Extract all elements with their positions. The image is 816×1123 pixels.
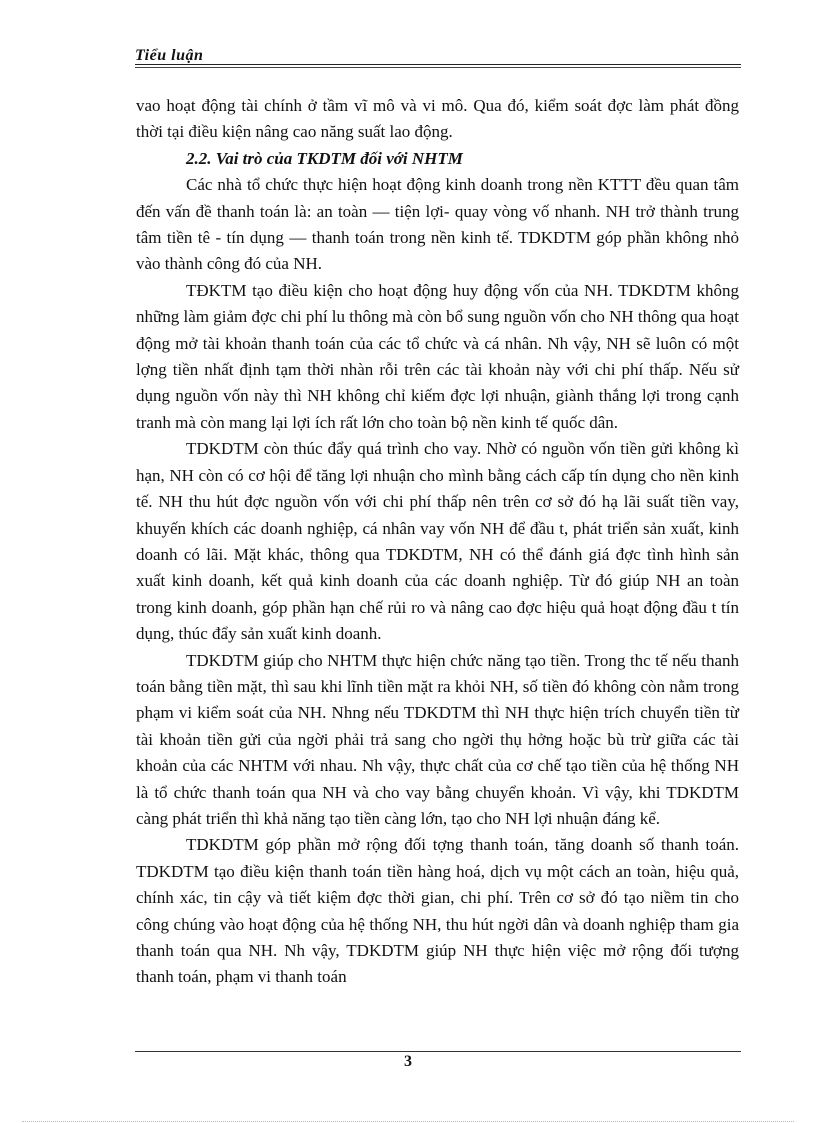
header-rule-thin	[135, 67, 741, 68]
paragraph-continuation: vao hoạt động tài chính ở tầm vĩ mô và vi mô. Qua đó, kiểm soát đợc làm phát đồng thời tại điều kiện nâng cao năng suất lao động.	[136, 96, 739, 142]
body-text	[136, 93, 739, 991]
header-rule	[135, 64, 741, 65]
paragraph: TDKDTM giúp cho NHTM thực hiện chức năng tạo tiền. Trong thc tế nếu thanh toán bằng tiền mặt, thì sau khi lĩnh tiền mặt ra khỏi NH, số tiền đó không còn nằm trong phạm vi kiểm soát của NH. Nhng nếu TDKDTM thì NH thực hiện trích chuyển tiền từ tài khoản tiền gửi của ngời phải trả sang cho ngời thụ hởng hoặc bù trừ giữa các tài khoản của các NHTM với nhau. Nh vậy, thực chất của cơ chế tạo tiền của hệ thống NH là tổ chức thanh toán qua NH và cho vay bằng chuyển khoản. Vì vậy, khi TDKDTM càng phát triển thì khả năng tạo tiền càng lớn, tạo cho NH lợi nhuận đáng kể.	[136, 650, 739, 828]
section-heading: 2.2. Vai trò của TKDTM đối với NHTM	[186, 148, 463, 168]
page-number: 3	[404, 1053, 412, 1070]
paragraph: TDKDTM còn thúc đẩy quá trình cho vay. Nhờ có nguồn vốn tiền gửi không kì hạn, NH còn có cơ hội để tăng lợi nhuận cho mình bằng cách cấp tín dụng cho nền kinh tế. NH thu hút đợc nguồn vốn với chi phí thấp nên trên cơ sở đó hạ lãi suất tiền vay, khuyến khích các doanh nghiệp, cá nhân vay vốn NH để đầu t, phát triển sản xuất, kinh doanh có lãi. Mặt khác, thông qua TDKDTM, NH có thể đánh giá đợc tình hình sản xuất kinh doanh, kết quả kinh doanh của các doanh nghiệp. Từ đó giúp NH an toàn trong kinh doanh, góp phần hạn chế rủi ro và nâng cao đợc hiệu quả hoạt động đầu t tín dụng, thúc đẩy sản xuất kinh doanh.	[136, 439, 739, 644]
header-title: Tiểu luận	[135, 47, 204, 64]
paragraph: TDKDTM góp phần mở rộng đối tợng thanh toán, tăng doanh số thanh toán. TDKDTM tạo điều kiện thanh toán tiền hàng hoá, dịch vụ một cách an toàn, hiệu quả, chính xác, tin cậy và tiết kiệm đợc thời gian, chi phí. Trên cơ sở đó tạo niềm tin cho công chúng vào hoạt động của hệ thống NH, thu hút ngời dân và doanh nghiệp tham gia thanh toán qua NH. Nh vậy, TDKDTM giúp NH thực hiện việc mở rộng đối tượng thanh toán, phạm vi thanh toán	[136, 835, 739, 987]
paragraph: Các nhà tổ chức thực hiện hoạt động kinh doanh trong nền KTTT đều quan tâm đến vấn đề thanh toán là: an toàn — tiện lợi- quay vòng vố nhanh. NH trở thành trung tâm tiền tê - tín dụng — thanh toán trong nền kinh tế. TDKDTM góp phần không nhỏ vào thành công đó của NH.	[136, 175, 739, 274]
page-edge-divider	[22, 1121, 794, 1122]
footer-rule	[135, 1051, 741, 1052]
paragraph: TĐKTM tạo điều kiện cho hoạt động huy động vốn của NH. TDKDTM không những làm giảm đợc chi phí lu thông mà còn bổ sung nguồn vốn cho NH thông qua hoạt động mở tài khoản thanh toán của các tổ chức và cá nhân. Nh vậy, NH sẽ luôn có một lợng tiền nhất định tạm thời nhàn rỗi trên các tài khoản này với chi phí thấp. Nếu sử dụng nguồn vốn này thì NH không chỉ kiếm đợc lợi nhuận, giành thắng lợi trong cạnh tranh mà còn mang lại lợi ích rất lớn cho toàn bộ nền kinh tế quốc dân.	[136, 280, 739, 432]
